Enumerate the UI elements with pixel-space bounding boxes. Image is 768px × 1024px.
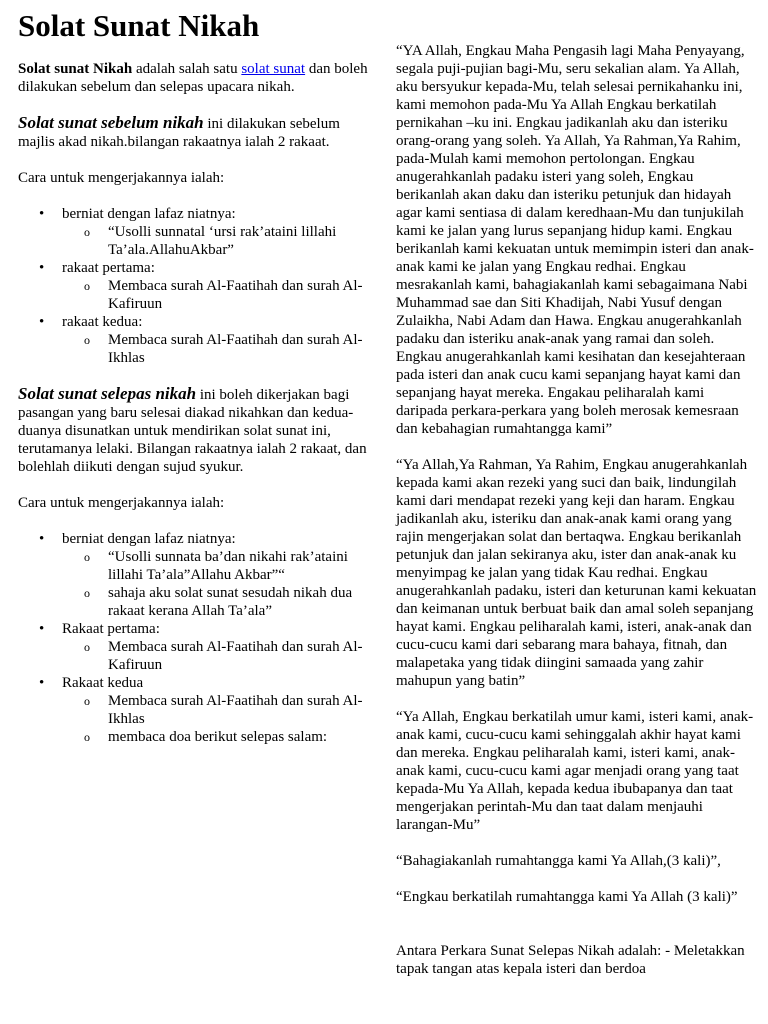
step-label: rakaat kedua: bbox=[62, 314, 143, 330]
sub-list bbox=[62, 277, 372, 313]
sub-item: o membaca doa berikut selepas salam: bbox=[62, 728, 372, 746]
list-item bbox=[18, 674, 372, 746]
step-label: berniat dengan lafaz niatnya: bbox=[62, 531, 236, 547]
list-item bbox=[18, 530, 372, 620]
before-heading: Solat sunat sebelum nikah bbox=[18, 113, 204, 132]
after-how: Cara untuk mengerjakannya ialah: bbox=[18, 495, 225, 511]
doa-paragraph: “Bahagiakanlah rumahtangga kami Ya Allah,(3 kali)”, bbox=[396, 853, 721, 869]
before-how: Cara untuk mengerjakannya ialah: bbox=[18, 170, 225, 186]
after-paragraph bbox=[18, 385, 372, 476]
step-label: Rakaat pertama: bbox=[62, 621, 160, 637]
list-item bbox=[18, 620, 372, 674]
intro-text-b: dan boleh dilakukan sebelum dan selepas upacara nikah. bbox=[18, 61, 368, 95]
right-column bbox=[396, 42, 758, 996]
sub-list bbox=[62, 223, 372, 259]
sub-item: o sahaja aku solat sunat sesudah nikah dua rakaat kerana Allah Ta’ala” bbox=[62, 584, 372, 620]
after-heading: Solat sunat selepas nikah bbox=[18, 384, 197, 403]
closing-paragraph: Antara Perkara Sunat Selepas Nikah adalah: - Meletakkan tapak tangan atas kepala isteri dan berdoa bbox=[396, 943, 745, 977]
intro-text-a: adalah salah satu bbox=[132, 61, 242, 77]
step-label: Rakaat kedua bbox=[62, 675, 144, 691]
left-column bbox=[18, 0, 372, 764]
doa-paragraph: “Ya Allah, Engkau berkatilah umur kami, isteri kami, anak-anak kami, cucu-cucu kami sehinggalah akhir hayat kami dan mereka. Engkau peliharalah kami, isteri kami, anak-anak kami, cucu-cucu kami agar menjadi orang yang taat kepada-Mu Ya Allah, kepada kedua ibubapanya dan taat mengerjakan perintah-Mu dan taat dalam menjauhi larangan-Mu” bbox=[396, 709, 754, 833]
list-item bbox=[18, 205, 372, 259]
after-steps bbox=[18, 530, 372, 746]
page-title: Solat Sunat Nikah bbox=[18, 8, 260, 43]
list-item bbox=[18, 259, 372, 313]
step-label: berniat dengan lafaz niatnya: bbox=[62, 206, 236, 222]
sub-list bbox=[62, 548, 372, 620]
sub-item: o Membaca surah Al-Faatihah dan surah Al-Kafiruun bbox=[62, 638, 372, 674]
list-item bbox=[18, 313, 372, 367]
sub-item: o “Usolli sunnatal ‘ursi rak’ataini lillahi Ta’ala.AllahuAkbar” bbox=[62, 223, 372, 259]
doa-paragraph: “Engkau berkatilah rumahtangga kami Ya Allah (3 kali)” bbox=[396, 889, 738, 905]
sub-list bbox=[62, 331, 372, 367]
after-text: ini boleh dikerjakan bagi pasangan yang baru selesai diakad nikahkan dan kedua-duanya disunatkan untuk mendirikan solat sunat ini, terutamanya lelaki. Bilangan rakaatnya ialah 2 rakaat, dan bolehlah diikuti dengan sujud syukur. bbox=[18, 387, 367, 475]
sub-item: o Membaca surah Al-Faatihah dan surah Al-Kafiruun bbox=[62, 277, 372, 313]
intro-paragraph bbox=[18, 60, 372, 96]
sub-item: o “Usolli sunnata ba’dan nikahi rak’ataini lillahi Ta’ala”Allahu Akbar”“ bbox=[62, 548, 372, 584]
before-steps bbox=[18, 205, 372, 367]
doa-paragraph: “YA Allah, Engkau Maha Pengasih lagi Maha Penyayang, segala puji-pujian bagi-Mu, seru sekalian alam. Ya Allah, aku bersyukur kepada-Mu, telah selesai pernikahanku ini, kami memohon pada-Mu Ya Allah Engkau berkatilah pernikahan –ku ini. Engkau jadikanlah aku dan isteriku orang-orang yang soleh. Ya Allah, Ya Rahman,Ya Rahim, pada-Mulah kami memohon pertolongan. Engkau anugerahkanlah padaku isteri yang soleh, Engkau berikanlah akan daku dan isteriku petunjuk dan hidayah agar kami sentiasa di dalam keredhaan-Mu dan tunjukilah kami ke jalan yang lurus sepanjang hidup kami. Engkau berikanlah kami kekuatan untuk memimpin isteri dan anak-anak kami ke jalan yang Engkau redhai. Engkau mesrakanlah kami, bahagiakanlah kami sebagaimana Nabi Muhammad sae dan Siti Khadijah, Nabi Yusuf dengan Zulaikha, Nabi Adam dan Hawa. Engkau anugerahkanlah padaku dan isteriku anak-anak yang ramai dan soleh. Engkau anugerahkanlah kami kesihatan dan kesejahteraan pada isteri dan anak cucu kami sepanjang hayat kami dan sepanjang hayat mereka. Engakau peliharalah kami daripada perkara-perkara yang boleh merosak kemesraan dan kebahagian rumahtangga kami” bbox=[396, 43, 754, 437]
step-label: rakaat pertama: bbox=[62, 260, 155, 276]
before-paragraph bbox=[18, 114, 372, 151]
sub-item: o Membaca surah Al-Faatihah dan surah Al-Ikhlas bbox=[62, 692, 372, 728]
doa-paragraph: “Ya Allah,Ya Rahman, Ya Rahim, Engkau anugerahkanlah kepada kami akan rezeki yang suci dan baik, lindungilah kami dari mendapat rezeki yang keji dan haram. Engkau jadikanlah aku, isteriku dan anak-anak kami orang yang rajin mengerjakan solat dan bertaqwa. Engkau berikanlah petunjuk dan jalan sekiranya aku, ister dan anak-anak ku menyimpag ke jalan yang tidak Kau redhai. Engkau anugerahkanlah padaku, isteri dan keturunan kami kekuatan dan keimanan untuk berbuat baik dan amal soleh sepanjang hayat kami. Engkau peliharalah kami, isteri, anak-anak dan cucu-cucu kami dari sebarang mara bahaya, fitnah, dan malapetaka yang tidak diingini samaada yang zahir mahupun yang batin” bbox=[396, 457, 757, 689]
sub-item: o Membaca surah Al-Faatihah dan surah Al-Ikhlas bbox=[62, 331, 372, 367]
intro-bold: Solat sunat Nikah bbox=[18, 61, 133, 77]
before-text: ini dilakukan sebelum majlis akad nikah.bilangan rakaatnya ialah 2 rakaat. bbox=[18, 116, 340, 150]
solat-sunat-link[interactable]: solat sunat bbox=[241, 61, 306, 77]
sub-list bbox=[62, 692, 372, 746]
sub-list bbox=[62, 638, 372, 674]
